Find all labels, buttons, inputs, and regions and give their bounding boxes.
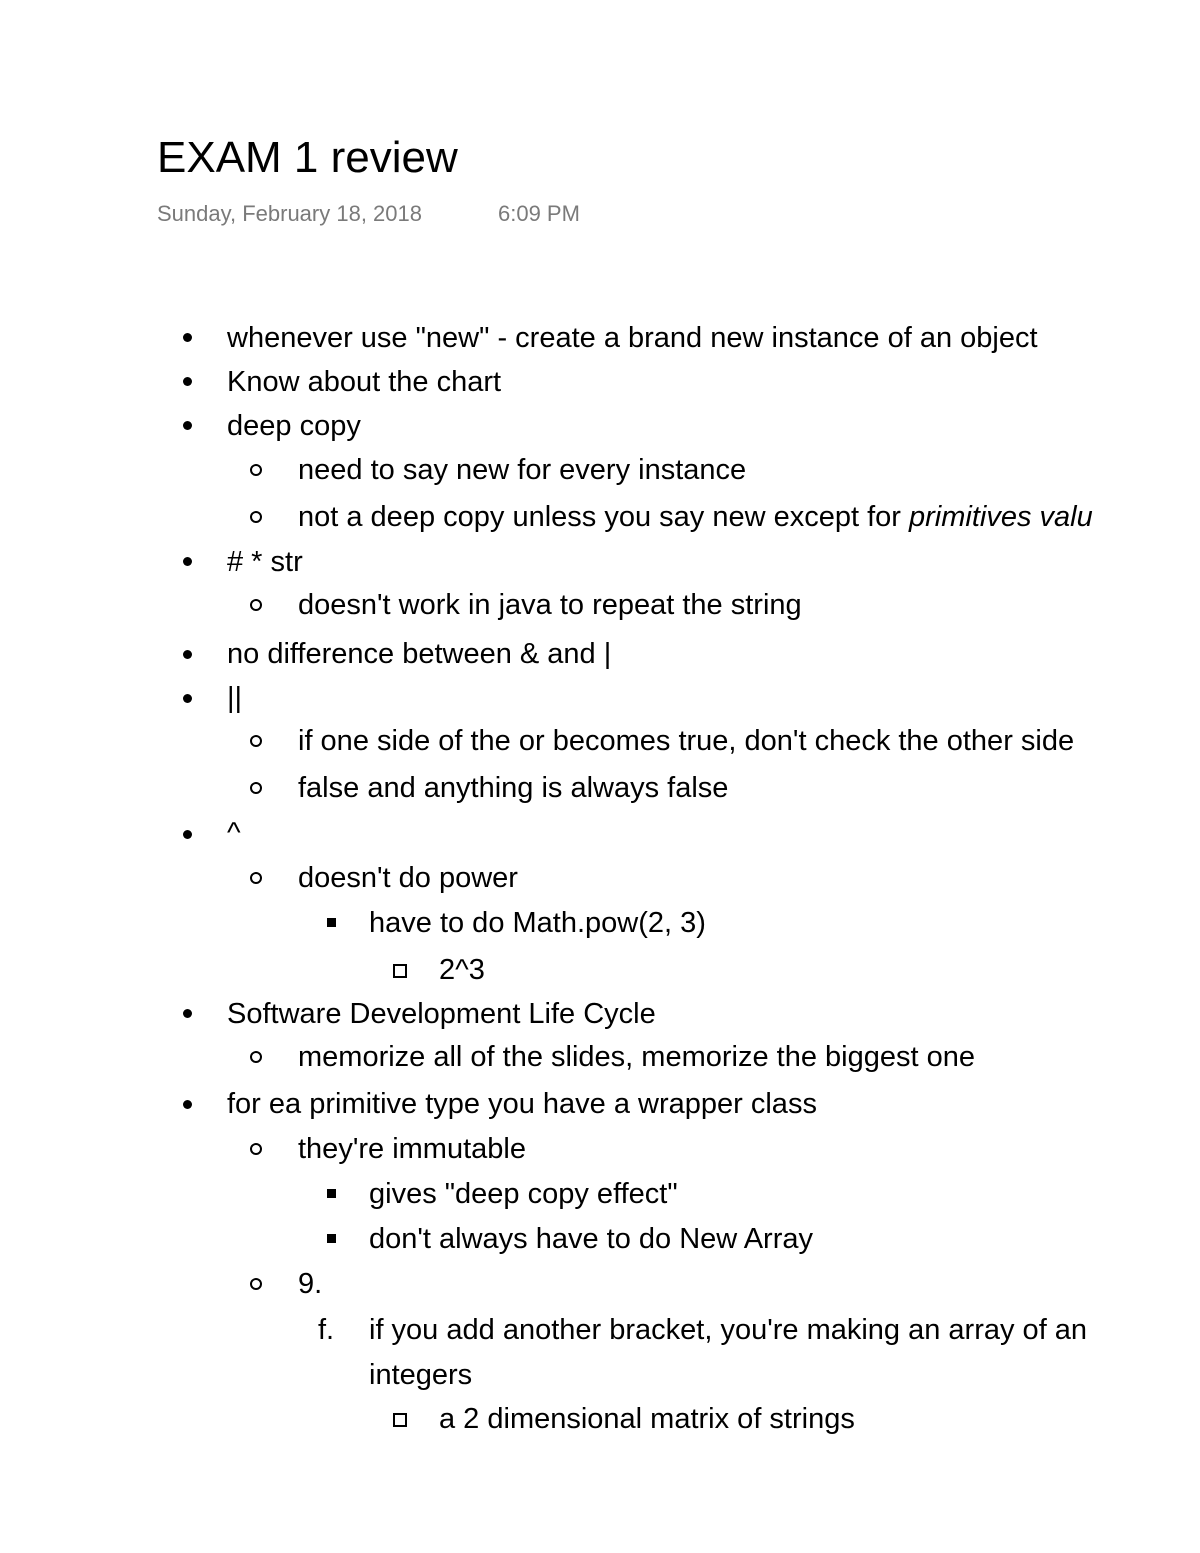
- bullet-circle-icon: [250, 782, 262, 794]
- note-line: ^: [227, 817, 241, 849]
- note-line: 2^3: [439, 954, 485, 986]
- bullet-dot-icon: [183, 650, 192, 659]
- bullet-dot-icon: [183, 421, 192, 430]
- bullet-dot-icon: [183, 694, 192, 703]
- note-line: [298, 497, 1093, 537]
- bullet-circle-icon: [250, 511, 262, 523]
- note-line: memorize all of the slides, memorize the biggest one: [298, 1041, 975, 1073]
- bullet-hollow-square-icon: [393, 964, 407, 978]
- note-line: need to say new for every instance: [298, 454, 747, 486]
- bullet-circle-icon: [250, 735, 262, 747]
- note-text: not a deep copy unless you say new except for: [298, 501, 909, 533]
- bullet-dot-icon: [183, 1100, 192, 1109]
- bullet-hollow-square-icon: [393, 1413, 407, 1427]
- note-line: deep copy: [227, 410, 361, 442]
- note-line: 9.: [298, 1268, 323, 1300]
- note-line: if one side of the or becomes true, don't check the other side: [298, 725, 1075, 757]
- bullet-square-icon: [327, 1189, 336, 1198]
- bullet-circle-icon: [250, 1051, 262, 1063]
- note-line: if you add another bracket, you're making an array of an: [369, 1314, 1088, 1346]
- bullet-square-icon: [327, 918, 336, 927]
- numbered-list-marker: f.: [318, 1314, 335, 1346]
- page-title: EXAM 1 review: [157, 133, 458, 182]
- note-line: whenever use "new" - create a brand new instance of an object: [227, 322, 1038, 354]
- note-line: ||: [227, 682, 243, 714]
- note-line: doesn't do power: [298, 862, 518, 894]
- note-line: Know about the chart: [227, 366, 502, 398]
- bullet-circle-icon: [250, 1278, 262, 1290]
- note-line: have to do Math.pow(2, 3): [369, 907, 706, 939]
- note-line-continuation: integers: [369, 1359, 473, 1391]
- note-line: Software Development Life Cycle: [227, 998, 656, 1030]
- bullet-dot-icon: [183, 1009, 192, 1018]
- bullet-dot-icon: [183, 557, 192, 566]
- note-italic-text: primitives valu: [908, 501, 1093, 533]
- note-line: # * str: [227, 546, 303, 578]
- bullet-circle-icon: [250, 872, 262, 884]
- note-line: gives "deep copy effect": [369, 1178, 678, 1210]
- bullet-circle-icon: [250, 464, 262, 476]
- note-line: false and anything is always false: [298, 772, 729, 804]
- page-time: 6:09 PM: [498, 201, 580, 226]
- note-line: they're immutable: [298, 1133, 526, 1165]
- bullet-dot-icon: [183, 830, 192, 839]
- note-line: for ea primitive type you have a wrapper class: [227, 1088, 817, 1120]
- bullet-dot-icon: [183, 333, 192, 342]
- note-line: doesn't work in java to repeat the string: [298, 589, 802, 621]
- page-date: Sunday, February 18, 2018: [157, 201, 422, 226]
- bullet-circle-icon: [250, 599, 262, 611]
- note-line: a 2 dimensional matrix of strings: [439, 1403, 855, 1435]
- note-line: don't always have to do New Array: [369, 1223, 813, 1255]
- bullet-square-icon: [327, 1234, 336, 1243]
- note-line: no difference between & and |: [227, 638, 612, 670]
- bullet-dot-icon: [183, 377, 192, 386]
- bullet-circle-icon: [250, 1143, 262, 1155]
